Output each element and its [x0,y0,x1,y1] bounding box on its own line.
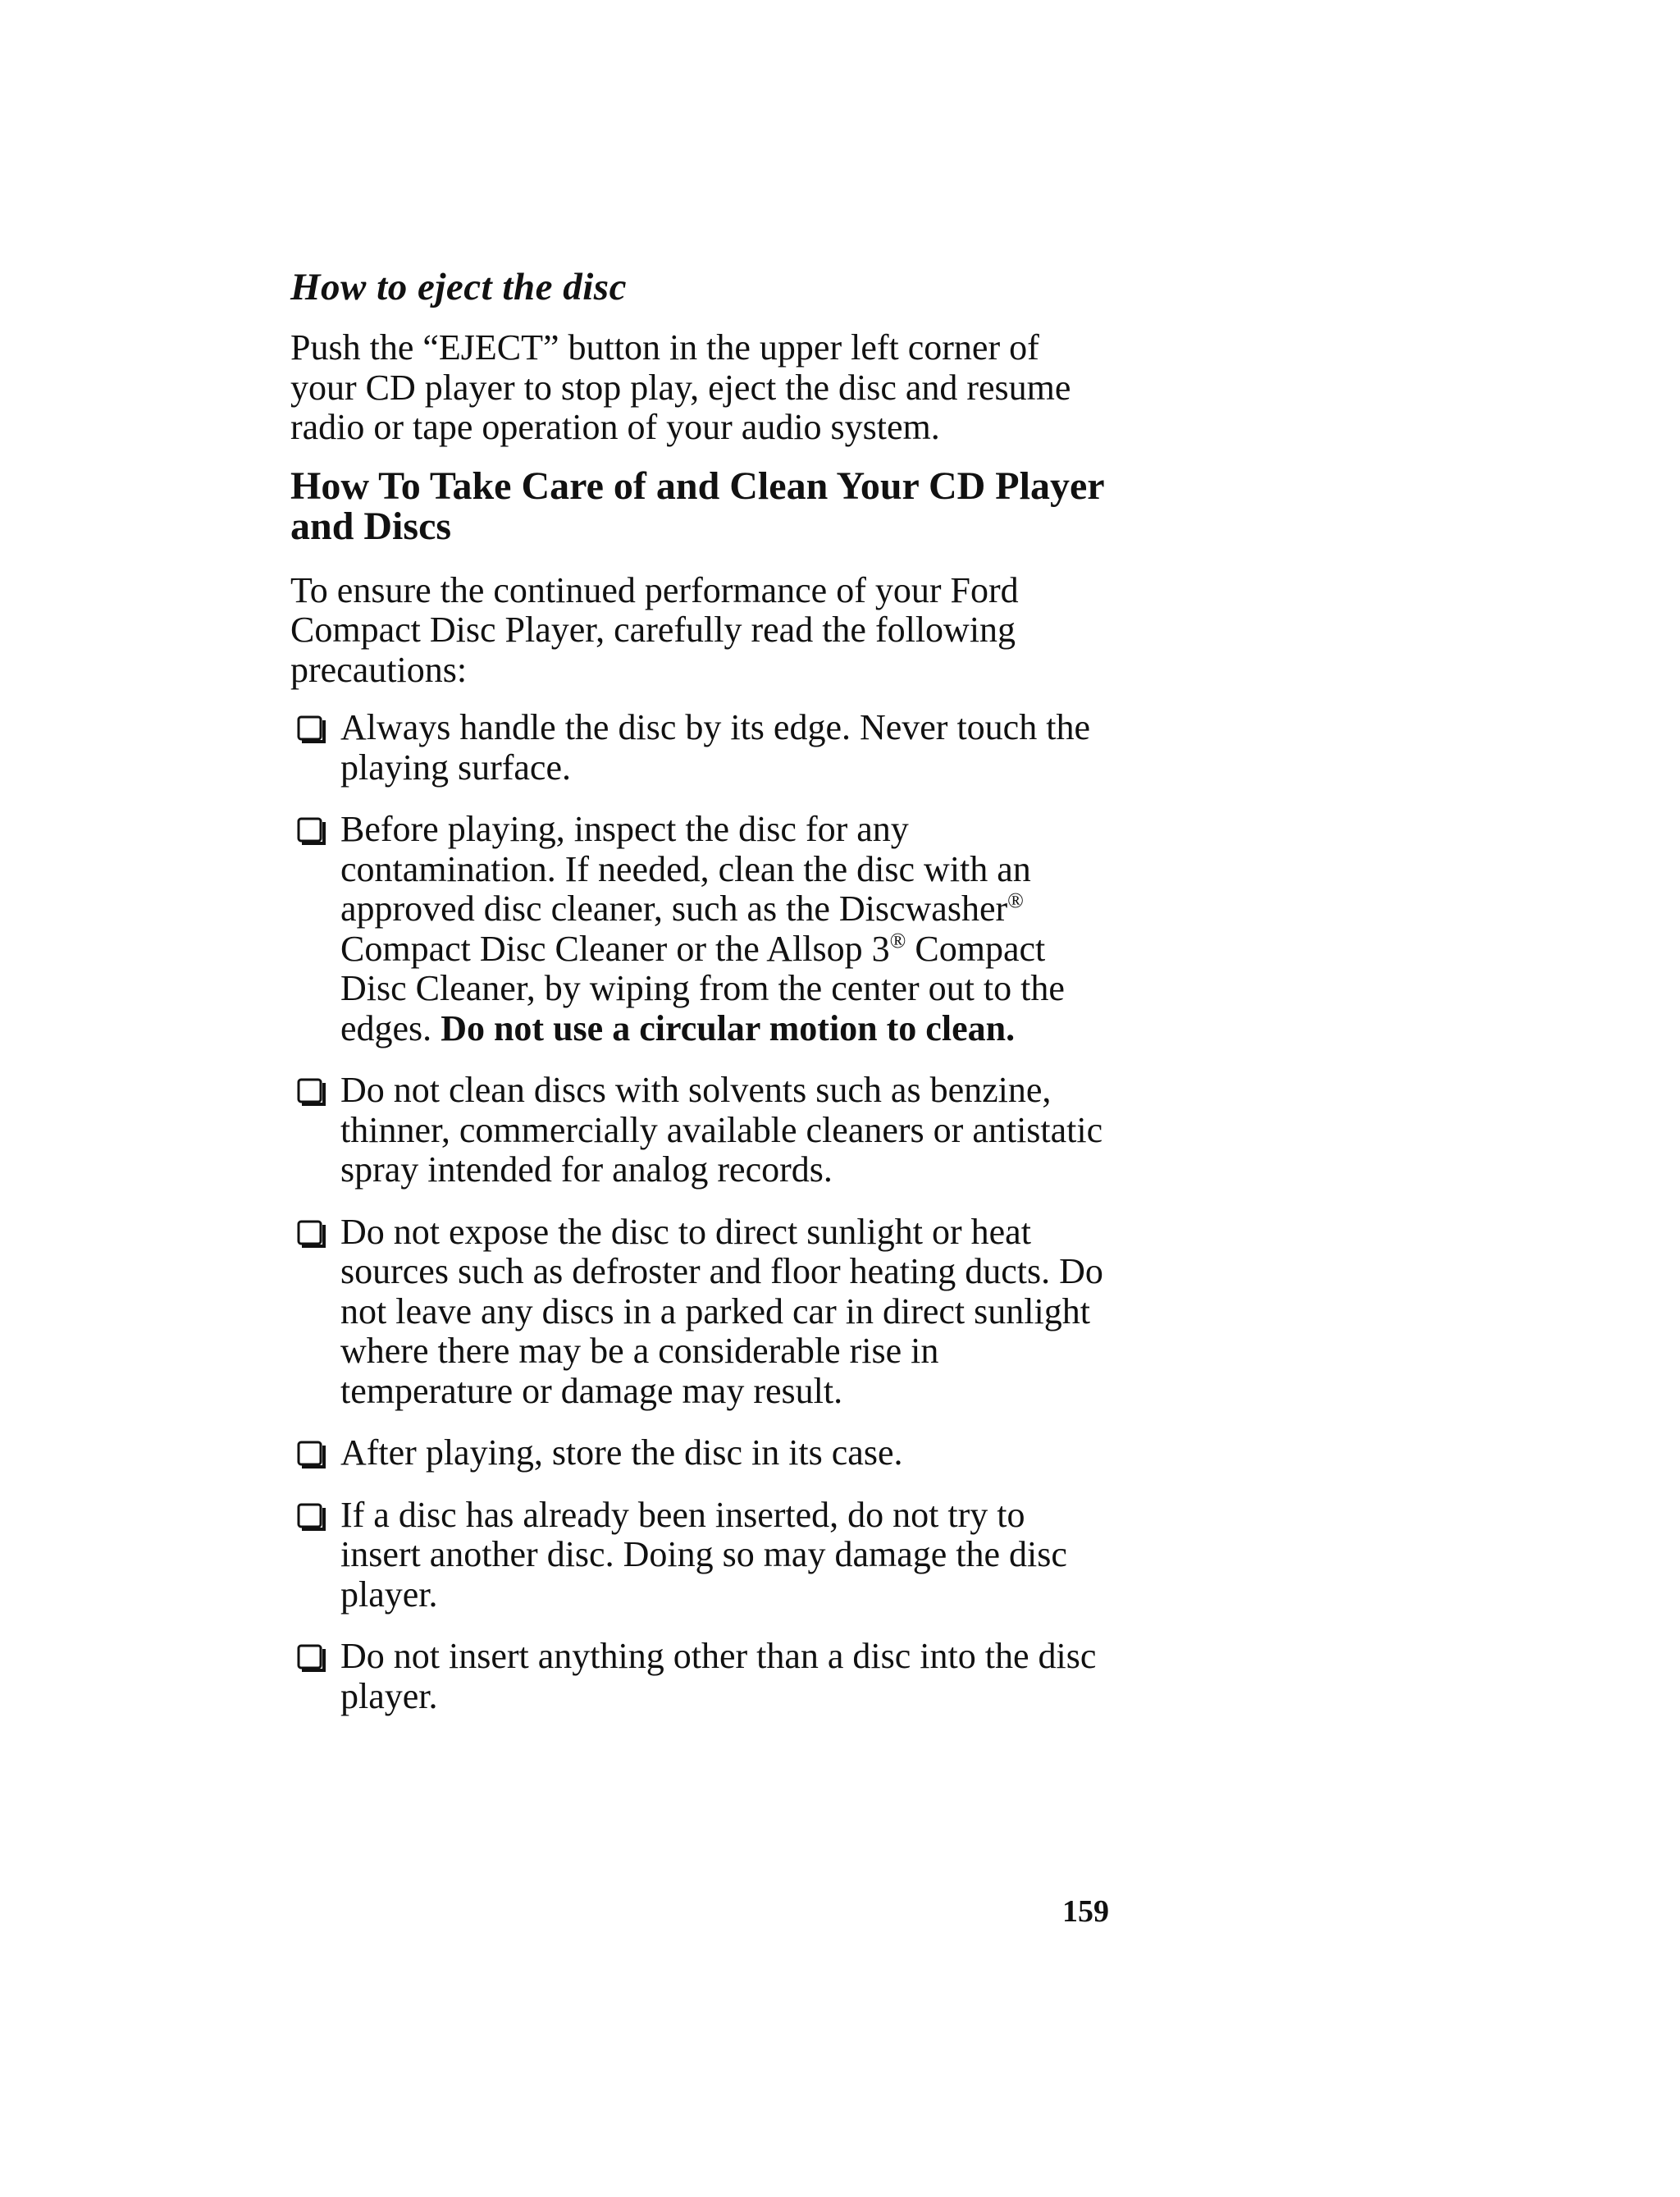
list-item-text-part: Compact Disc Cleaner, by wiping from the center out to the edges. [340,928,1065,1048]
checkbox-square-icon [297,817,326,847]
checkbox-square-icon [297,1644,326,1674]
manual-page [290,264,1111,1738]
list-item [290,708,1111,788]
checkbox-square-icon [297,1441,326,1470]
eject-section-title: How to eject the disc [290,266,627,308]
checkbox-square-icon [297,715,326,745]
page-number: 159 [1062,1894,1109,1929]
registered-mark: ® [1007,888,1024,912]
registered-mark: ® [889,928,906,952]
list-item-text: Do not expose the disc to direct sunlight or heat sources such as defroster and floor heating ducts. Do not leave any discs in a parked car in direct sunlight where there may be a considerable rise in temperature or damage may result. [340,1211,1103,1411]
list-item [290,1433,1111,1473]
care-section-intro: To ensure the continued performance of your Ford Compact Disc Player, carefully read the following precautions: [290,569,1019,690]
list-item [290,1213,1111,1412]
checkbox-square-icon [297,1078,326,1108]
list-item-text: Always handle the disc by its edge. Never touch the playing surface. [340,707,1090,788]
care-section-title: How To Take Care of and Clean Your CD Player and Discs [290,464,1104,548]
list-item-text: Do not insert anything other than a disc into the disc player. [340,1636,1097,1716]
list-item-text [340,809,1065,1048]
checkbox-square-icon [297,1503,326,1532]
list-item-text: After playing, store the disc in its case. [340,1432,903,1473]
list-item-text-part: Before playing, inspect the disc for any contamination. If needed, clean the disc with an approved disc cleaner, such as the Discwasher [340,809,1031,929]
list-item [290,1071,1111,1190]
list-item [290,1637,1111,1716]
eject-section-body: Push the “EJECT” button in the upper left corner of your CD player to stop play, eject the disc and resume radio or tape operation of your audio system. [290,327,1071,447]
list-item [290,1496,1111,1615]
checkbox-square-icon [297,1220,326,1249]
precautions-list [290,708,1111,1716]
list-item-text: If a disc has already been inserted, do not try to insert another disc. Doing so may damage the disc player. [340,1494,1067,1615]
list-item-text: Do not clean discs with solvents such as benzine, thinner, commercially available cleaners or antistatic spray intended for analog records. [340,1070,1103,1190]
list-item-emphasis: Do not use a circular motion to clean. [441,1007,1016,1048]
list-item-text-part: Compact Disc Cleaner or the Allsop 3 [340,928,890,969]
list-item [290,810,1111,1048]
